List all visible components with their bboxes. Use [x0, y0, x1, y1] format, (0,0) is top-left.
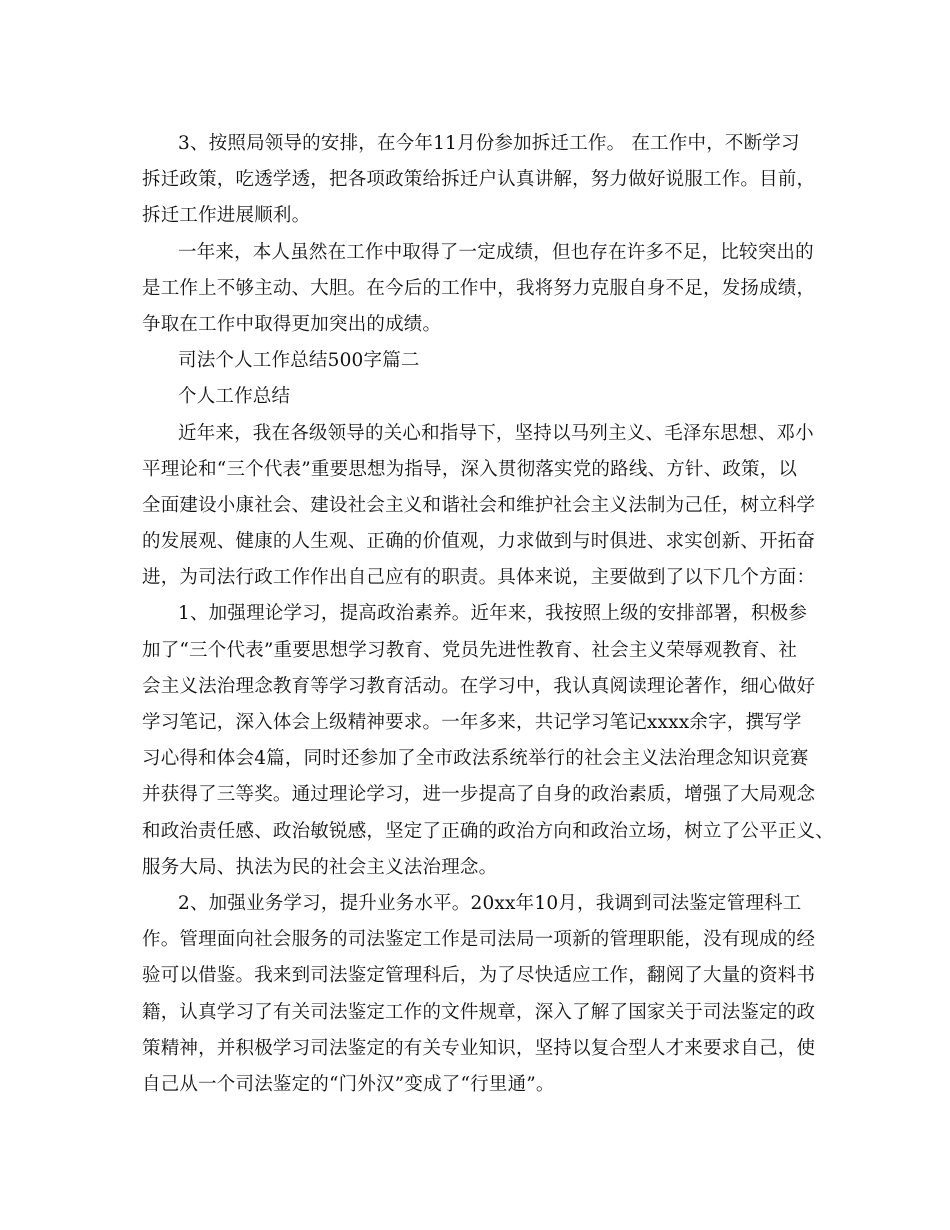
text-line: 服务大局、执法为民的社会主义法治理念。 — [142, 856, 498, 878]
document-body — [142, 126, 834, 1103]
section-heading: 司法个人工作总结500字篇二 — [178, 350, 420, 372]
text-line: 平理论和“三个代表”重要思想为指导，深入贯彻落实党的路线、方针、政策，以 — [142, 458, 798, 480]
section-subheading: 个人工作总结 — [178, 386, 291, 408]
text-line: 1、加强理论学习，提高政治素养。近年来，我按照上级的安排部署，积极参 — [178, 603, 808, 625]
text-line: 并获得了三等奖。通过理论学习，进一步提高了自身的政治素质，增强了大局观念 — [142, 784, 816, 806]
text-line: 拆迁工作进展顺利。 — [142, 205, 311, 227]
text-line: 策精神，并积极学习司法鉴定的有关专业知识，坚持以复合型人才来要求自己，使 — [142, 1037, 816, 1059]
text-line: 是工作上不够主动、大胆。在今后的工作中，我将努力克服自身不足，发扬成绩， — [142, 277, 816, 299]
text-line: 2、加强业务学习，提升业务水平。20xx年10月，我调到司法鉴定管理科工 — [178, 892, 802, 914]
text-line: 全面建设小康社会、建设社会主义和谐社会和维护社会主义法制为己任，树立科学 — [142, 494, 816, 516]
text-line: 的发展观、健康的人生观、正确的价值观，力求做到与时俱进、求实创新、开拓奋 — [142, 531, 816, 553]
text-line: 习心得和体会4篇，同时还参加了全市政法系统举行的社会主义法治理念知识竞赛 — [142, 748, 809, 770]
text-line: 近年来，我在各级领导的关心和指导下，坚持以马列主义、毛泽东思想、邓小 — [178, 422, 814, 444]
text-line: 学习笔记，深入体会上级精神要求。一年多来，共记学习笔记xxxx余字，撰写学 — [142, 712, 802, 733]
text-line: 会主义法治理念教育等学习教育活动。在学习中，我认真阅读理论著作，细心做好 — [142, 675, 816, 697]
text-line: 加了“三个代表”重要思想学习教育、党员先进性教育、社会主义荣辱观教育、社 — [142, 639, 798, 661]
text-line: 进，为司法行政工作作出自己应有的职责。具体来说，主要做到了以下几个方面： — [142, 567, 816, 589]
text-line: 争取在工作中取得更加突出的成绩。 — [142, 313, 442, 335]
text-line: 验可以借鉴。我来到司法鉴定管理科后，为了尽快适应工作，翻阅了大量的资料书 — [142, 965, 816, 987]
text-line: 一年来，本人虽然在工作中取得了一定成绩，但也存在许多不足，比较突出的 — [178, 241, 814, 263]
text-line: 3、按照局领导的安排，在今年11月份参加拆迁工作。 在工作中，不断学习 — [178, 133, 800, 154]
text-line: 拆迁政策，吃透学透，把各项政策给拆迁户认真讲解，努力做好说服工作。目前， — [142, 169, 816, 191]
text-line: 籍，认真学习了有关司法鉴定工作的文件规章，深入了解了国家关于司法鉴定的政 — [142, 1001, 816, 1023]
text-line: 作。管理面向社会服务的司法鉴定工作是司法局一项新的管理职能，没有现成的经 — [142, 929, 816, 951]
text-line: 和政治责任感、政治敏锐感，坚定了正确的政治方向和政治立场，树立了公平正义、 — [142, 820, 834, 842]
text-line: 自己从一个司法鉴定的“门外汉”变成了“行里通”。 — [142, 1073, 555, 1095]
